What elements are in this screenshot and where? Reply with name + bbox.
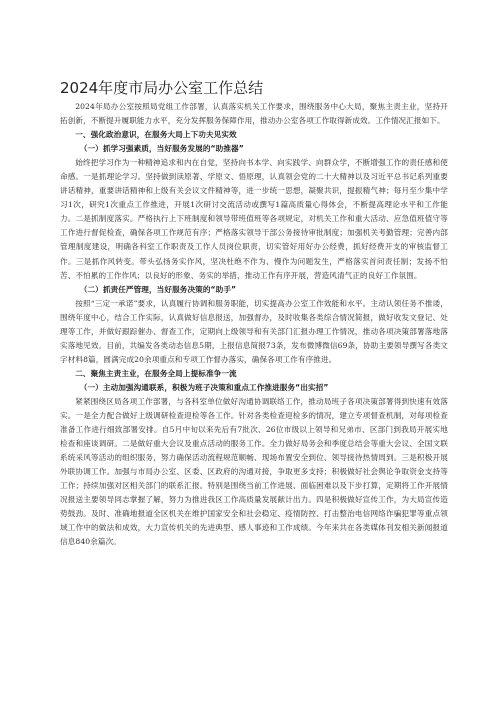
intro-paragraph: 2024年局办公室按照局党组工作部署，认真落实机关工作要求，围绕服务中心大局，聚焦主责主业，坚持开拓创新，不断提升履职能力水平，充分发挥服务保障作用，推动办公室各项工作取得新成效。工作情况汇报如下。 xyxy=(60,102,448,126)
body-paragraph-2-1: 紧紧围绕区局各项工作部署，与各科室单位做好沟通协调联络工作，推动局班子各项决策部署得到快速有效落实。一是全力配合做好上级调研检查迎检等各工作。针对各类检查迎检多的情况，建立专项督查机制，对每项检查准备工作进行细致部署安排。自5月中旬以来先后有7批次、26位市级以上领导和兄弟市、区部门到我局开展实地检查和座谈调研。二是做好重大会议及重点活动的服务工作。全力做好局务会和季度总结会等重大会议、全国文联系统采风等活动的组织服务，努力确保活动流程规范顺畅、现场布置安全到位、领导接待热情周到。三是积极开展外联协调工作。加强与市局办公室、区委、区政府的沟通对接，争取更多支持；积极做好社会舆论争取资金支持等工作；持续加强对区相关部门的联系汇报。特别是围绕当前工作进展、面临困难以及下步打算，定期将工作开展情况报送主要领导同志掌握了解，努力为推进我区工作高质量发展献计出力。四是积极做好宣传工作，为大局宣传造势鼓劲。及时、准确地报道全区机关在维护国家安全和社会稳定、疫情防控、打击整治电信网络诈骗犯罪等重点领域工作中的做法和成效，大力宣传机关的先进典型、感人事迹和工作成绩。今年来共在各类媒体刊发相关新闻报道信息840余篇次。 xyxy=(60,396,448,547)
subsection-heading-1-2: （二）抓责任严管理，当好服务决策的“助手” xyxy=(79,284,237,294)
section-heading-2: 二、聚焦主责主业，在服务全局上提标准争一流 xyxy=(75,368,237,378)
body-paragraph-1-2: 按照“三定一承诺”要求，认真履行协调和服务职能，切实提高办公室工作效能和水平。主动认领任务不推诿，围绕年度中心，结合工作实际，认真做好信息报送，加强督办，及时收集各类综合情况简报，做好收发文登记、处理等工作，并做好跟踪催办、督查工作，定期向上级领导和有关部门汇报办理工作情况，推动各项决策部署落地落实落地见效。目前，共编发各类动态信息5期，上报信息简报73条，发布微博微信69条，协助主要领导撰写各类文字材料8篇，圆满完成20余项重点和专项工作督办落实，确保各项工作有序推进。 xyxy=(60,298,448,364)
body-paragraph-1-1: 始终把学习作为一种精神追求和内在自觉，坚持向书本学、向实践学、向群众学，不断增强工作的责任感和使命感。一是抓理论学习。坚持做到读原著、学原文、悟原理，认真领会党的二十大精神以及习近平总书记系列重要讲话精神，重要讲话精神和上级有关会议文件精神等，进一步统一思想，凝聚共识，提振精气神；每月至少集中学习1次，研究1次重点工作推进，开展1次研讨交流活动或撰写1篇高质量心得体会，不断提高理论水平和工作能力。二是抓制度落实。严格执行上下班制度和领导带班值班等各项规定，对机关工作和重大活动、应急值班值守等工作进行督促检查，确保各项工作规范有序；严格落实领导干部公务接待审批制度；加强机关考勤管理；完善内部管理制度建设，明确各科室工作职责及工作人员岗位职责，切实管好用好办公经费，抓好经费开支的审核监督工作。三是抓作风转变。带头弘扬务实作风，坚决杜绝不作为、慢作为问题发生，严格落实首问责任制；发扬不怕苦、不怕累的工作作风；以良好的形象、务实的举措，推动工作有序开展，营造风清气正的良好工作氛围。 xyxy=(60,158,448,280)
document-title: 2024年度市局办公室工作总结 xyxy=(60,79,264,97)
section-heading-1: 一、强化政治意识，在服务大局上下功夫见实效 xyxy=(75,130,237,140)
document-body xyxy=(60,100,448,550)
subsection-heading-2-1: （一）主动加强沟通联系，积极为班子决策和重点工作推进服务“出实招” xyxy=(79,382,329,392)
subsection-heading-1-1: （一）抓学习强素质，当好服务发展的“助推器” xyxy=(79,144,244,154)
